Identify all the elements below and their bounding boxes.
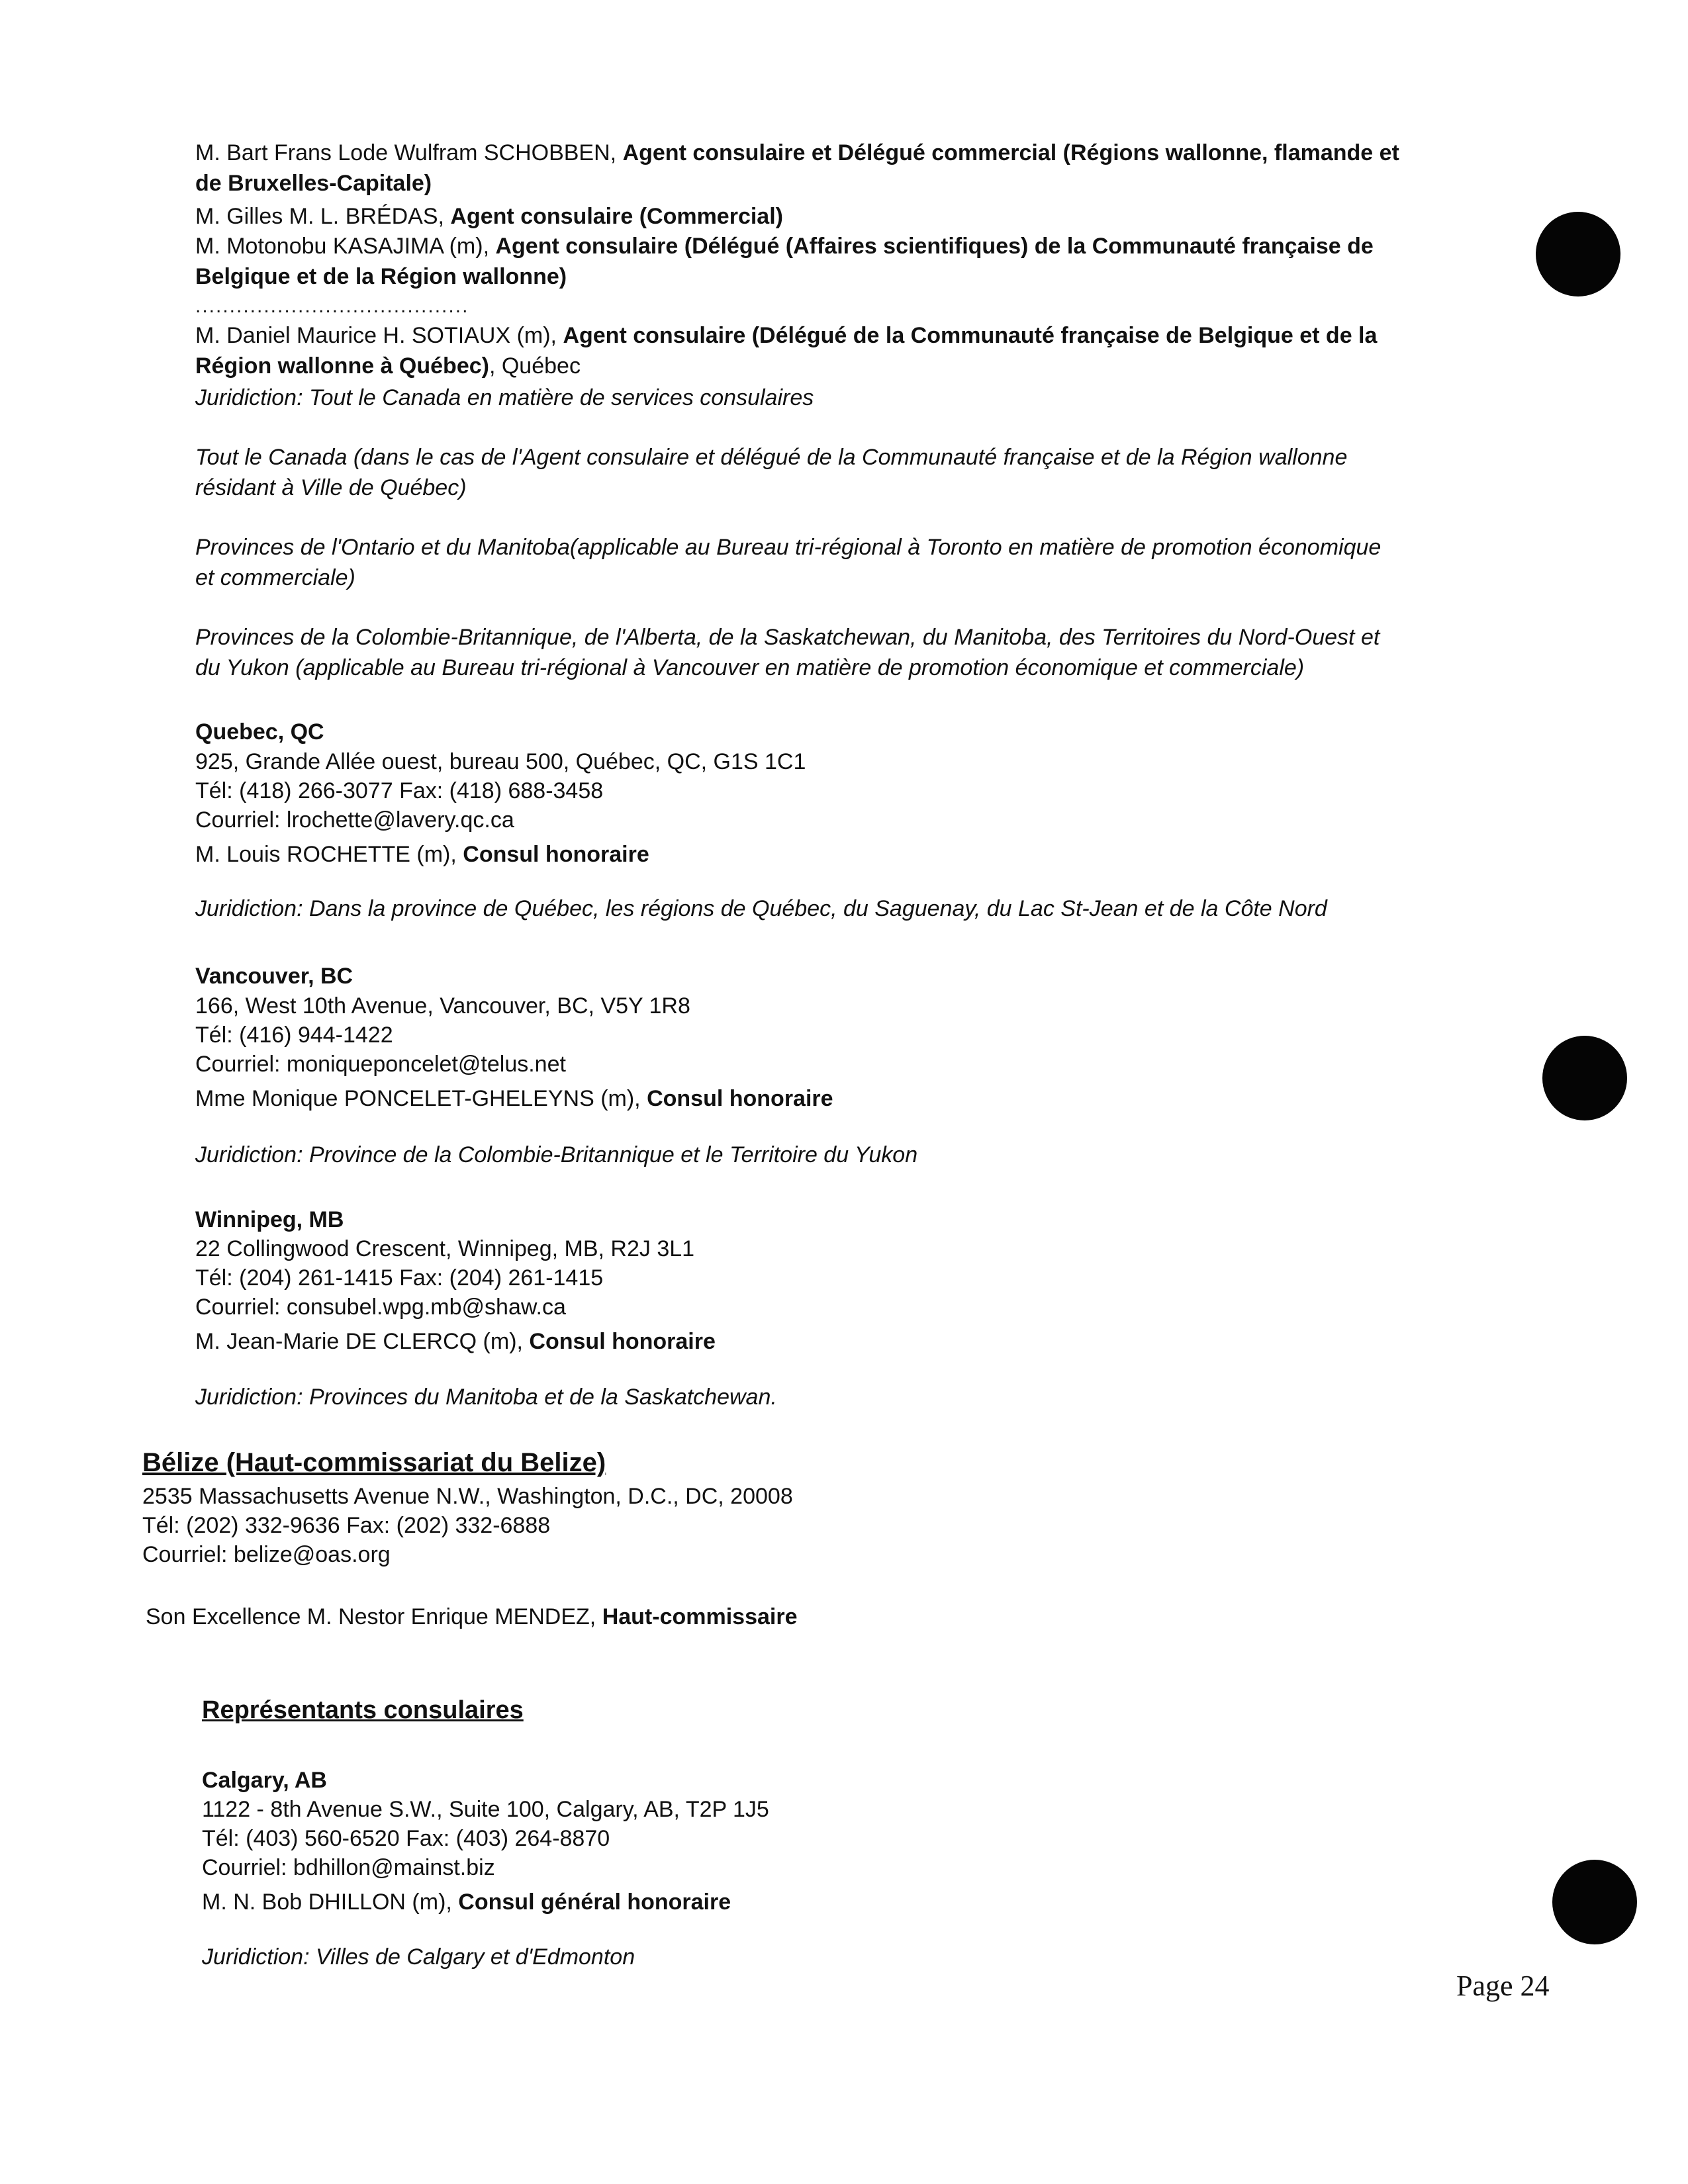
vancouver-consul [195,1083,833,1114]
belize-phone: Tél: (202) 332-9636 Fax: (202) 332-6888 [142,1513,551,1538]
vancouver-consul-name: Mme Monique PONCELET-GHELEYNS (m), [195,1086,641,1111]
belize-address: 2535 Massachusetts Avenue N.W., Washington, D.C., DC, 20008 [142,1484,793,1509]
quebec-email: Courriel: lrochette@lavery.qc.ca [195,807,514,833]
belize-envoy-name: Son Excellence M. Nestor Enrique MENDEZ, [146,1604,596,1629]
calgary-consul-name: M. N. Bob DHILLON (m), [202,1889,452,1915]
jurisdiction-vancouver-office-cont: du Yukon (applicable au Bureau tri-régional à Vancouver en matière de promotion économique et commerciale) [195,655,1305,680]
kasajima-title-line2: Belgique et de la Région wallonne) [195,264,567,289]
bredas-title: Agent consulaire (Commercial) [450,204,783,229]
winnipeg-phone: Tél: (204) 261-1415 Fax: (204) 261-1415 [195,1265,604,1291]
jurisdiction-consular: Juridiction: Tout le Canada en matière de services consulaires [195,385,814,410]
winnipeg-consul-name: M. Jean-Marie DE CLERCQ (m), [195,1329,523,1354]
calgary-email: Courriel: bdhillon@mainst.biz [202,1855,495,1880]
bredas-name: M. Gilles M. L. BRÉDAS, [195,204,444,229]
winnipeg-address: 22 Collingwood Crescent, Winnipeg, MB, R2J 3L1 [195,1236,695,1261]
punch-hole-icon [1536,212,1620,296]
belize-high-commissioner [146,1602,797,1632]
sotiaux-entry [195,320,1377,351]
quebec-consul-title: Consul honoraire [463,842,649,867]
sotiaux-title: Agent consulaire (Délégué de la Communauté française de Belgique et de la [563,323,1378,348]
belize-heading: Bélize (Haut-commissariat du Belize) [142,1448,606,1477]
calgary-address: 1122 - 8th Avenue S.W., Suite 100, Calgary, AB, T2P 1J5 [202,1797,769,1822]
bredas-entry [195,201,783,232]
schobben-title-cont [195,168,432,199]
consular-representatives-heading: Représentants consulaires [202,1696,524,1724]
jurisdiction-toronto-cont: et commerciale) [195,565,355,590]
quebec-phone: Tél: (418) 266-3077 Fax: (418) 688-3458 [195,778,604,803]
kasajima-title: Agent consulaire (Délégué (Affaires scientifiques) de la Communauté française de [495,234,1374,259]
sotiaux-name: M. Daniel Maurice H. SOTIAUX (m), [195,323,557,348]
jurisdiction-quebec-delegate: Tout le Canada (dans le cas de l'Agent consulaire et délégué de la Communauté française et de la Région wallonne [195,445,1348,470]
schobben-name: M. Bart Frans Lode Wulfram SCHOBBEN, [195,140,617,165]
winnipeg-consul-title: Consul honoraire [529,1329,716,1354]
kasajima-title-cont [195,261,567,292]
page-number: Page 24 [1456,1970,1550,2002]
dotted-separator: ........................................ [195,295,469,317]
calgary-consul-title: Consul général honoraire [458,1889,731,1915]
belize-email: Courriel: belize@oas.org [142,1542,391,1567]
jurisdiction-quebec-delegate-cont: résidant à Ville de Québec) [195,475,467,500]
calgary-city-heading: Calgary, AB [202,1768,327,1793]
vancouver-phone: Tél: (416) 944-1422 [195,1023,393,1048]
calgary-consul [202,1887,731,1917]
belize-envoy-title: Haut-commissaire [602,1604,798,1629]
quebec-city-heading: Quebec, QC [195,719,324,745]
sotiaux-title-cont [195,351,581,381]
quebec-consul-name: M. Louis ROCHETTE (m), [195,842,457,867]
calgary-jurisdiction: Juridiction: Villes de Calgary et d'Edmonton [202,1944,635,1970]
kasajima-name: M. Motonobu KASAJIMA (m), [195,234,490,259]
kasajima-entry [195,231,1374,261]
vancouver-consul-title: Consul honoraire [647,1086,833,1111]
quebec-consul [195,839,649,870]
calgary-phone: Tél: (403) 560-6520 Fax: (403) 264-8870 [202,1826,610,1851]
vancouver-address: 166, West 10th Avenue, Vancouver, BC, V5Y 1R8 [195,993,690,1019]
vancouver-city-heading: Vancouver, BC [195,964,353,989]
quebec-address: 925, Grande Allée ouest, bureau 500, Québec, QC, G1S 1C1 [195,749,806,774]
punch-hole-icon [1552,1860,1637,1944]
vancouver-jurisdiction: Juridiction: Province de la Colombie-Britannique et le Territoire du Yukon [195,1142,918,1167]
winnipeg-consul [195,1326,716,1357]
winnipeg-email: Courriel: consubel.wpg.mb@shaw.ca [195,1295,566,1320]
winnipeg-city-heading: Winnipeg, MB [195,1207,344,1232]
schobben-title-line2: de Bruxelles-Capitale) [195,171,432,196]
sotiaux-title-line2: Région wallonne à Québec) [195,353,489,379]
winnipeg-jurisdiction: Juridiction: Provinces du Manitoba et de la Saskatchewan. [195,1385,777,1410]
punch-hole-icon [1542,1036,1627,1120]
sotiaux-city: , Québec [489,353,581,379]
schobben-entry [195,138,1399,168]
quebec-jurisdiction: Juridiction: Dans la province de Québec, les régions de Québec, du Saguenay, du Lac St-Jean et de la Côte Nord [195,896,1327,921]
jurisdiction-vancouver-office: Provinces de la Colombie-Britannique, de l'Alberta, de la Saskatchewan, du Manitoba, des Territoires du Nord-Ouest et [195,625,1380,650]
jurisdiction-toronto: Provinces de l'Ontario et du Manitoba(applicable au Bureau tri-régional à Toronto en matière de promotion économique [195,535,1382,560]
schobben-title: Agent consulaire et Délégué commercial (Régions wallonne, flamande et [622,140,1399,165]
vancouver-email: Courriel: moniqueponcelet@telus.net [195,1052,566,1077]
